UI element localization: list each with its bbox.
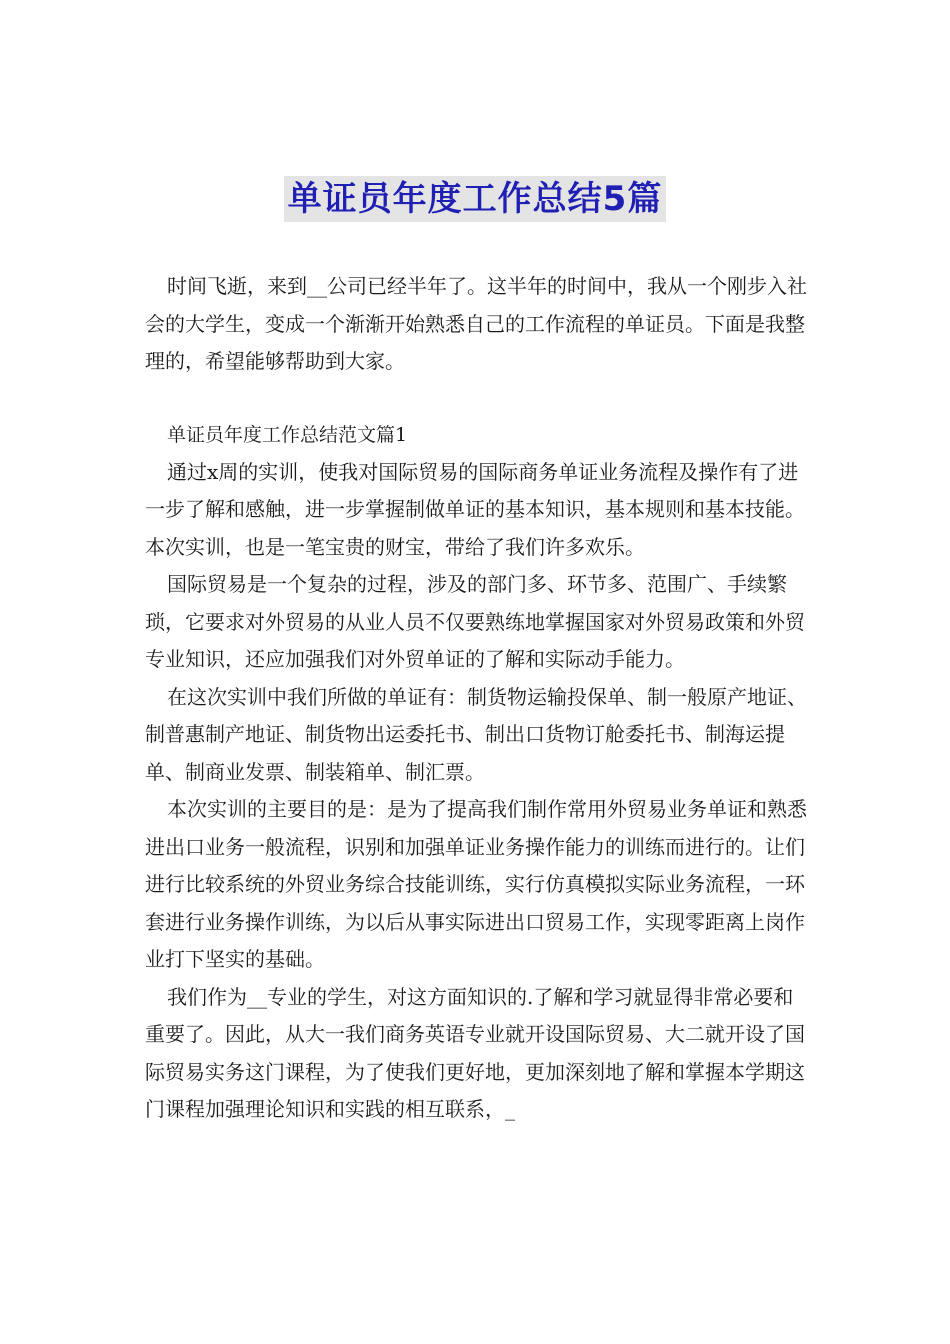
- body-paragraph-4: 本次实训的主要目的是：是为了提高我们制作常用外贸易业务单证和熟悉进出口业务一般流程，识别和加强单证业务操作能力的训练而进行的。让们进行比较系统的外贸业务综合技能训练，实行仿真模拟实际业务流程，一环套进行业务操作训练，为以后从事实际进出口贸易工作，实现零距离上岗作业打下坚实的基础。: [145, 797, 807, 971]
- body-paragraph-3: 在这次实训中我们所做的单证有：制货物运输投保单、制一般原产地证、制普惠制产地证、制货物出运委托书、制出口货物订舱委托书、制海运提单、制商业发票、制装箱单、制汇票。: [145, 684, 807, 784]
- title-container: [0, 176, 950, 222]
- body-paragraph-5: 我们作为__专业的学生，对这方面知识的.了解和学习就显得非常必要和重要了。因此，从大一我们商务英语专业就开设国际贸易、大二就开设了国际贸易实务这门课程，为了使我们更好地，更加深刻地了解和掌握本学期这门课程加强理论知识和实践的相互联系，_: [145, 984, 805, 1121]
- document-title: 单证员年度工作总结5篇: [284, 176, 667, 222]
- intro-paragraph: 时间飞逝，来到__公司已经半年了。这半年的时间中，我从一个刚步入社会的大学生，变成一个渐渐开始熟悉自己的工作流程的单证员。下面是我整理的，希望能够帮助到大家。: [145, 274, 807, 373]
- body-paragraph-1: 通过x周的实训，使我对国际贸易的国际商务单证业务流程及操作有了进一步了解和感触，进一步掌握制做单证的基本知识，基本规则和基本技能。本次实训，也是一笔宝贵的财宝，带给了我们许多欢乐。: [145, 459, 805, 559]
- section-heading: 单证员年度工作总结范文篇1: [167, 423, 408, 446]
- document-body: [145, 268, 810, 1129]
- body-paragraph-2: 国际贸易是一个复杂的过程，涉及的部门多、环节多、范围广、手续繁琐，它要求对外贸易的从业人员不仅要熟练地掌握国家对外贸易政策和外贸专业知识，还应加强我们对外贸单证的了解和实际动手能力。: [145, 572, 805, 671]
